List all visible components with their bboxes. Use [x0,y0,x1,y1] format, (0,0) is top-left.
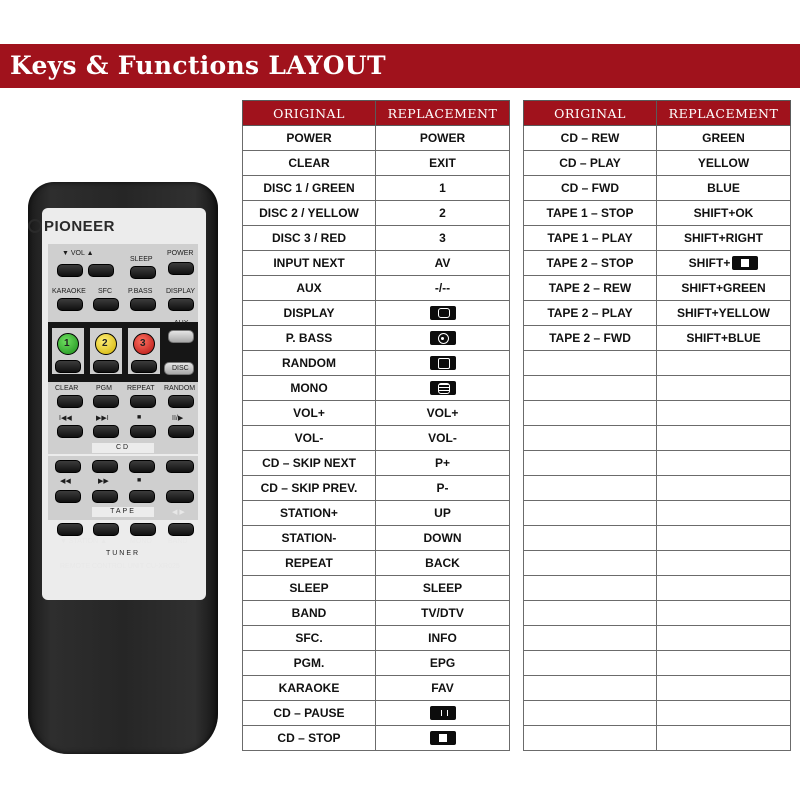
remote-label-skip-next: ▶▶I [96,415,109,422]
replacement-key-label: UP [434,506,451,520]
table-row [243,351,510,376]
remote-play-pause-button [168,425,194,438]
cell-replacement [376,476,510,501]
pbass-key-icon [430,331,456,345]
cell-replacement [376,451,510,476]
table-row [524,301,791,326]
cell-original [243,476,376,501]
table-row [243,176,510,201]
remote-label-1: 1 [64,338,70,349]
cell-replacement [376,126,510,151]
table-row [524,126,791,151]
original-key-label: SFC. [295,631,323,645]
remote-tape2-deck-button [166,490,194,503]
table-row [524,326,791,351]
remote-vol-down-button [57,264,83,277]
table-row [243,276,510,301]
replacement-key-label: AV [434,256,451,270]
original-key-label: POWER [286,131,332,145]
original-key-label: VOL+ [293,406,325,420]
table-row [524,601,791,626]
cell-replacement [376,251,510,276]
original-key-label: TAPE 1 – PLAY [547,231,633,245]
cell-original [243,376,376,401]
remote-power-button [168,262,194,275]
replacement-key-label: BACK [425,556,460,570]
cell-original [243,226,376,251]
cell-original [524,151,657,176]
remote-label-karaoke: KARAOKE [52,288,86,295]
remote-label-pgm: PGM [96,385,112,392]
replacement-key-label: SHIFT+ [688,255,731,270]
cell-replacement [376,276,510,301]
cell-original [524,126,657,151]
original-key-label: P. BASS [285,331,333,345]
table-row [243,551,510,576]
remote-label-3: 3 [140,338,146,349]
remote-label-pbass: P.BASS [128,288,153,295]
remote-repeat-button [130,395,156,408]
remote-model-label: REMOTE CONTROL UNIT CU-XR025 [60,563,180,570]
remote-display-button [168,298,194,311]
table-row [243,201,510,226]
remote-label-repeat: REPEAT [127,385,155,392]
original-key-label: DISC 2 / YELLOW [259,206,359,220]
table-row [243,526,510,551]
cell-replacement [657,326,791,351]
table-row [524,526,791,551]
table-row [524,626,791,651]
cell-original [243,151,376,176]
mapping-table-right [523,100,791,751]
table-row [524,376,791,401]
remote-label-skip-prev: I◀◀ [59,415,72,422]
original-key-label: PGM. [293,656,325,670]
remote-mono-button [130,523,156,536]
replacement-key-label: P- [436,481,449,495]
remote-label-tape-stop: ■ [137,477,142,484]
remote-label-tape: TAPE [92,507,154,517]
replacement-key-label: POWER [419,131,466,145]
cell-original [524,501,657,526]
remote-label-mono: MONO [130,538,152,545]
cell-original [524,726,657,751]
original-key-label: TAPE 2 – PLAY [547,306,633,320]
cell-original [243,676,376,701]
cell-replacement [657,376,791,401]
cell-original [524,576,657,601]
cell-original [524,176,657,201]
cell-replacement [376,551,510,576]
original-key-label: SLEEP [289,581,329,595]
remote-sleep-button [130,266,156,279]
replacement-key-label: SHIFT+YELLOW [677,306,770,320]
table-row [524,451,791,476]
cell-original [524,676,657,701]
replacement-key-label: 2 [439,206,446,220]
original-key-label: VOL- [294,431,324,445]
replacement-key-label: VOL+ [426,406,459,420]
remote-label-band: BAND [168,538,188,545]
remote-tape2-rew-button [55,490,81,503]
remote-label-tuner: TUNER [92,549,154,559]
cell-replacement [376,726,510,751]
cell-replacement [657,301,791,326]
cell-replacement [657,526,791,551]
column-header-replacement: REPLACEMENT [376,101,510,126]
cell-original [243,251,376,276]
original-key-label: CD – PLAY [559,156,621,170]
original-key-label: CD – SKIP NEXT [262,456,356,470]
table-row [243,151,510,176]
cell-original [524,351,657,376]
remote-sfc-button [93,298,119,311]
cell-original [524,326,657,351]
table-row [524,351,791,376]
remote-label-stop: ■ [137,414,142,421]
cell-replacement [657,176,791,201]
original-key-label: DISC 1 / GREEN [263,181,355,195]
cell-replacement [657,401,791,426]
cell-original [243,726,376,751]
table-row [243,426,510,451]
replacement-key-label: SLEEP [422,581,463,595]
replacement-key-label: TV/DTV [421,606,464,620]
table-row [243,701,510,726]
table-row [243,676,510,701]
remote-label-clear: CLEAR [55,385,79,392]
cell-original [243,601,376,626]
original-key-label: KARAOKE [278,681,340,695]
stop-key-icon [430,731,456,745]
cell-original [524,401,657,426]
cell-original [243,451,376,476]
cell-replacement [657,501,791,526]
table-row [243,501,510,526]
cell-replacement [376,576,510,601]
cell-replacement [376,201,510,226]
remote-tape1-stop-button [129,460,155,473]
replacement-key-label: -/-- [434,281,451,295]
cell-replacement [376,176,510,201]
original-key-label: TAPE 2 – FWD [549,331,631,345]
cell-replacement [657,251,791,276]
page-title: Keys & Functions LAYOUT [10,51,386,80]
cell-replacement [376,526,510,551]
mono-key-icon [430,381,456,395]
original-key-label: CD – REW [560,131,620,145]
cell-replacement [376,351,510,376]
table-row [243,726,510,751]
table-row [524,726,791,751]
remote-station-up-button [93,523,119,536]
table-row [524,576,791,601]
remote-karaoke-button [57,298,83,311]
original-key-label: DISC 3 / RED [271,231,346,245]
replacement-key-label: P+ [434,456,450,470]
remote-label-power: POWER [167,250,194,257]
cell-replacement [376,601,510,626]
table-row [524,251,791,276]
table-row [243,251,510,276]
original-key-label: CD – PAUSE [273,706,345,720]
original-key-label: DISPLAY [283,306,335,320]
cell-replacement [657,126,791,151]
cell-replacement [657,676,791,701]
cell-original [524,626,657,651]
cell-replacement [657,726,791,751]
remote-stop-button [130,425,156,438]
original-key-label: MONO [290,381,328,395]
remote-label-rew: ◀◀ [60,478,71,485]
pause-key-icon [430,706,456,720]
cell-original [243,351,376,376]
column-header-replacement: REPLACEMENT [657,101,791,126]
cell-original [243,651,376,676]
cell-original [524,276,657,301]
cell-replacement [657,601,791,626]
cell-original [524,301,657,326]
cell-replacement [376,326,510,351]
cell-original [524,201,657,226]
cell-original [243,551,376,576]
cell-original [524,251,657,276]
original-key-label: CLEAR [288,156,330,170]
table-row [524,276,791,301]
original-key-label: TAPE 2 – REW [548,281,632,295]
remote-station-down-button [57,523,83,536]
cell-original [243,126,376,151]
replacement-key-label: SHIFT+BLUE [686,331,761,345]
remote-skip-next-button [93,425,119,438]
table-row [243,301,510,326]
table-row [243,326,510,351]
cell-original [524,451,657,476]
original-key-label: REPEAT [285,556,333,570]
cell-replacement [657,151,791,176]
cell-replacement [376,151,510,176]
table-row [524,501,791,526]
cell-replacement [376,501,510,526]
remote-label-disc: DISC [172,365,189,372]
remote-label-station: ▼ STATION ▲ [60,538,108,545]
cell-original [243,326,376,351]
table-row [524,676,791,701]
original-key-label: TAPE 1 – STOP [546,206,634,220]
cell-original [524,526,657,551]
cell-replacement [657,201,791,226]
replacement-key-label: INFO [428,631,457,645]
replacement-key-label: YELLOW [697,156,750,170]
table-row [243,226,510,251]
original-key-label: AUX [296,281,322,295]
replacement-key-label: EXIT [429,156,456,170]
original-key-label: CD – FWD [561,181,619,195]
remote-band-button [168,523,194,536]
cell-replacement [657,351,791,376]
cell-replacement [376,426,510,451]
replacement-key-label: 3 [439,231,446,245]
remote-label-sleep: SLEEP [130,256,153,263]
cell-replacement [657,551,791,576]
cell-original [243,426,376,451]
cell-replacement [376,301,510,326]
table-row [524,401,791,426]
remote-skip-prev-button [57,425,83,438]
original-key-label: STATION- [281,531,337,545]
cell-original [243,201,376,226]
cell-original [243,276,376,301]
table-row [243,376,510,401]
original-key-label: TAPE 2 – STOP [546,256,634,270]
remote-pbass-button [130,298,156,311]
cell-replacement [657,701,791,726]
table-row [243,401,510,426]
table-row [243,651,510,676]
cell-original [243,301,376,326]
replacement-key-label: SHIFT+OK [693,206,754,220]
table-row [524,151,791,176]
table-header-row [524,101,791,126]
original-key-label: RANDOM [282,356,336,370]
cell-original [524,226,657,251]
replacement-key-label: SHIFT+GREEN [681,281,766,295]
cell-replacement [376,226,510,251]
table-row [524,651,791,676]
cell-original [524,476,657,501]
replacement-key-label: BLUE [707,181,740,195]
cell-original [243,501,376,526]
table-row [243,126,510,151]
cell-original [524,551,657,576]
table-row [243,601,510,626]
display-key-icon [430,306,456,320]
original-key-label: CD – SKIP PREV. [260,481,358,495]
table-row [243,576,510,601]
table-row [243,476,510,501]
original-key-label: CD – STOP [277,731,341,745]
remote-label-display: DISPLAY [166,288,196,295]
cell-replacement [657,626,791,651]
header-banner [0,44,800,88]
cell-original [524,701,657,726]
remote-brand: PIONEER [44,218,116,235]
mapping-table-left [242,100,510,751]
remote-random-button [168,395,194,408]
table-row [243,626,510,651]
remote-aux-button [168,330,194,343]
remote-disc3-button [131,360,157,373]
remote-tape1-play-button [92,460,118,473]
remote-label-sfc: SFC [98,288,112,295]
remote-tape1-rew-button [55,460,81,473]
cell-original [243,576,376,601]
remote-vol-up-button [88,264,114,277]
table-row [524,226,791,251]
cell-replacement [376,626,510,651]
remote-label-tape-dir: ◀ ▶ [172,509,185,516]
remote-label-vol: ▼ VOL ▲ [62,250,94,257]
remote-label-random: RANDOM [164,385,196,392]
replacement-key-label: GREEN [702,131,745,145]
remote-clear-button [57,395,83,408]
column-header-original: ORIGINAL [524,101,657,126]
column-header-original: ORIGINAL [243,101,376,126]
table-row [243,451,510,476]
pioneer-logo-icon [28,219,42,233]
cell-replacement [376,401,510,426]
cell-original [524,376,657,401]
remote-disc1-button [55,360,81,373]
replacement-key-label: SHIFT+RIGHT [683,231,763,245]
remote-label-ffw: ▶▶ [98,478,109,485]
replacement-key-label: DOWN [423,531,462,545]
cell-replacement [657,576,791,601]
cell-original [243,526,376,551]
cell-replacement [376,376,510,401]
cell-replacement [657,651,791,676]
remote-tape2-play-button [92,490,118,503]
cell-replacement [376,701,510,726]
cell-replacement [657,426,791,451]
cell-original [243,626,376,651]
remote-label-play-pause: II/▶ [172,415,184,422]
original-key-label: STATION+ [280,506,338,520]
remote-tape2-stop-button [129,490,155,503]
original-key-label: BAND [291,606,327,620]
table-row [524,551,791,576]
remote-label-aux: AUX [174,320,189,327]
replacement-key-label: FAV [431,681,454,695]
table-row [524,201,791,226]
cell-original [524,426,657,451]
original-key-label: INPUT NEXT [273,256,345,270]
cell-original [524,601,657,626]
cell-original [243,401,376,426]
remote-label-cd: CD [92,443,154,453]
cell-replacement [657,276,791,301]
remote-label-2: 2 [102,338,108,349]
cell-original [243,701,376,726]
table-row [524,701,791,726]
replacement-key-label: 1 [439,181,446,195]
cell-replacement [657,226,791,251]
remote-pgm-button [93,395,119,408]
cell-replacement [657,476,791,501]
replacement-key-label: VOL- [428,431,457,445]
cell-replacement [376,676,510,701]
remote-tape1-deck-button [166,460,194,473]
cell-original [243,176,376,201]
replacement-key-label: EPG [429,656,456,670]
table-header-row [243,101,510,126]
cell-replacement [657,451,791,476]
stop-key-icon [732,256,758,270]
table-row [524,476,791,501]
table-row [524,176,791,201]
cell-replacement [376,651,510,676]
table-row [524,426,791,451]
random-key-icon [430,356,456,370]
cell-original [524,651,657,676]
remote-disc2-button [93,360,119,373]
